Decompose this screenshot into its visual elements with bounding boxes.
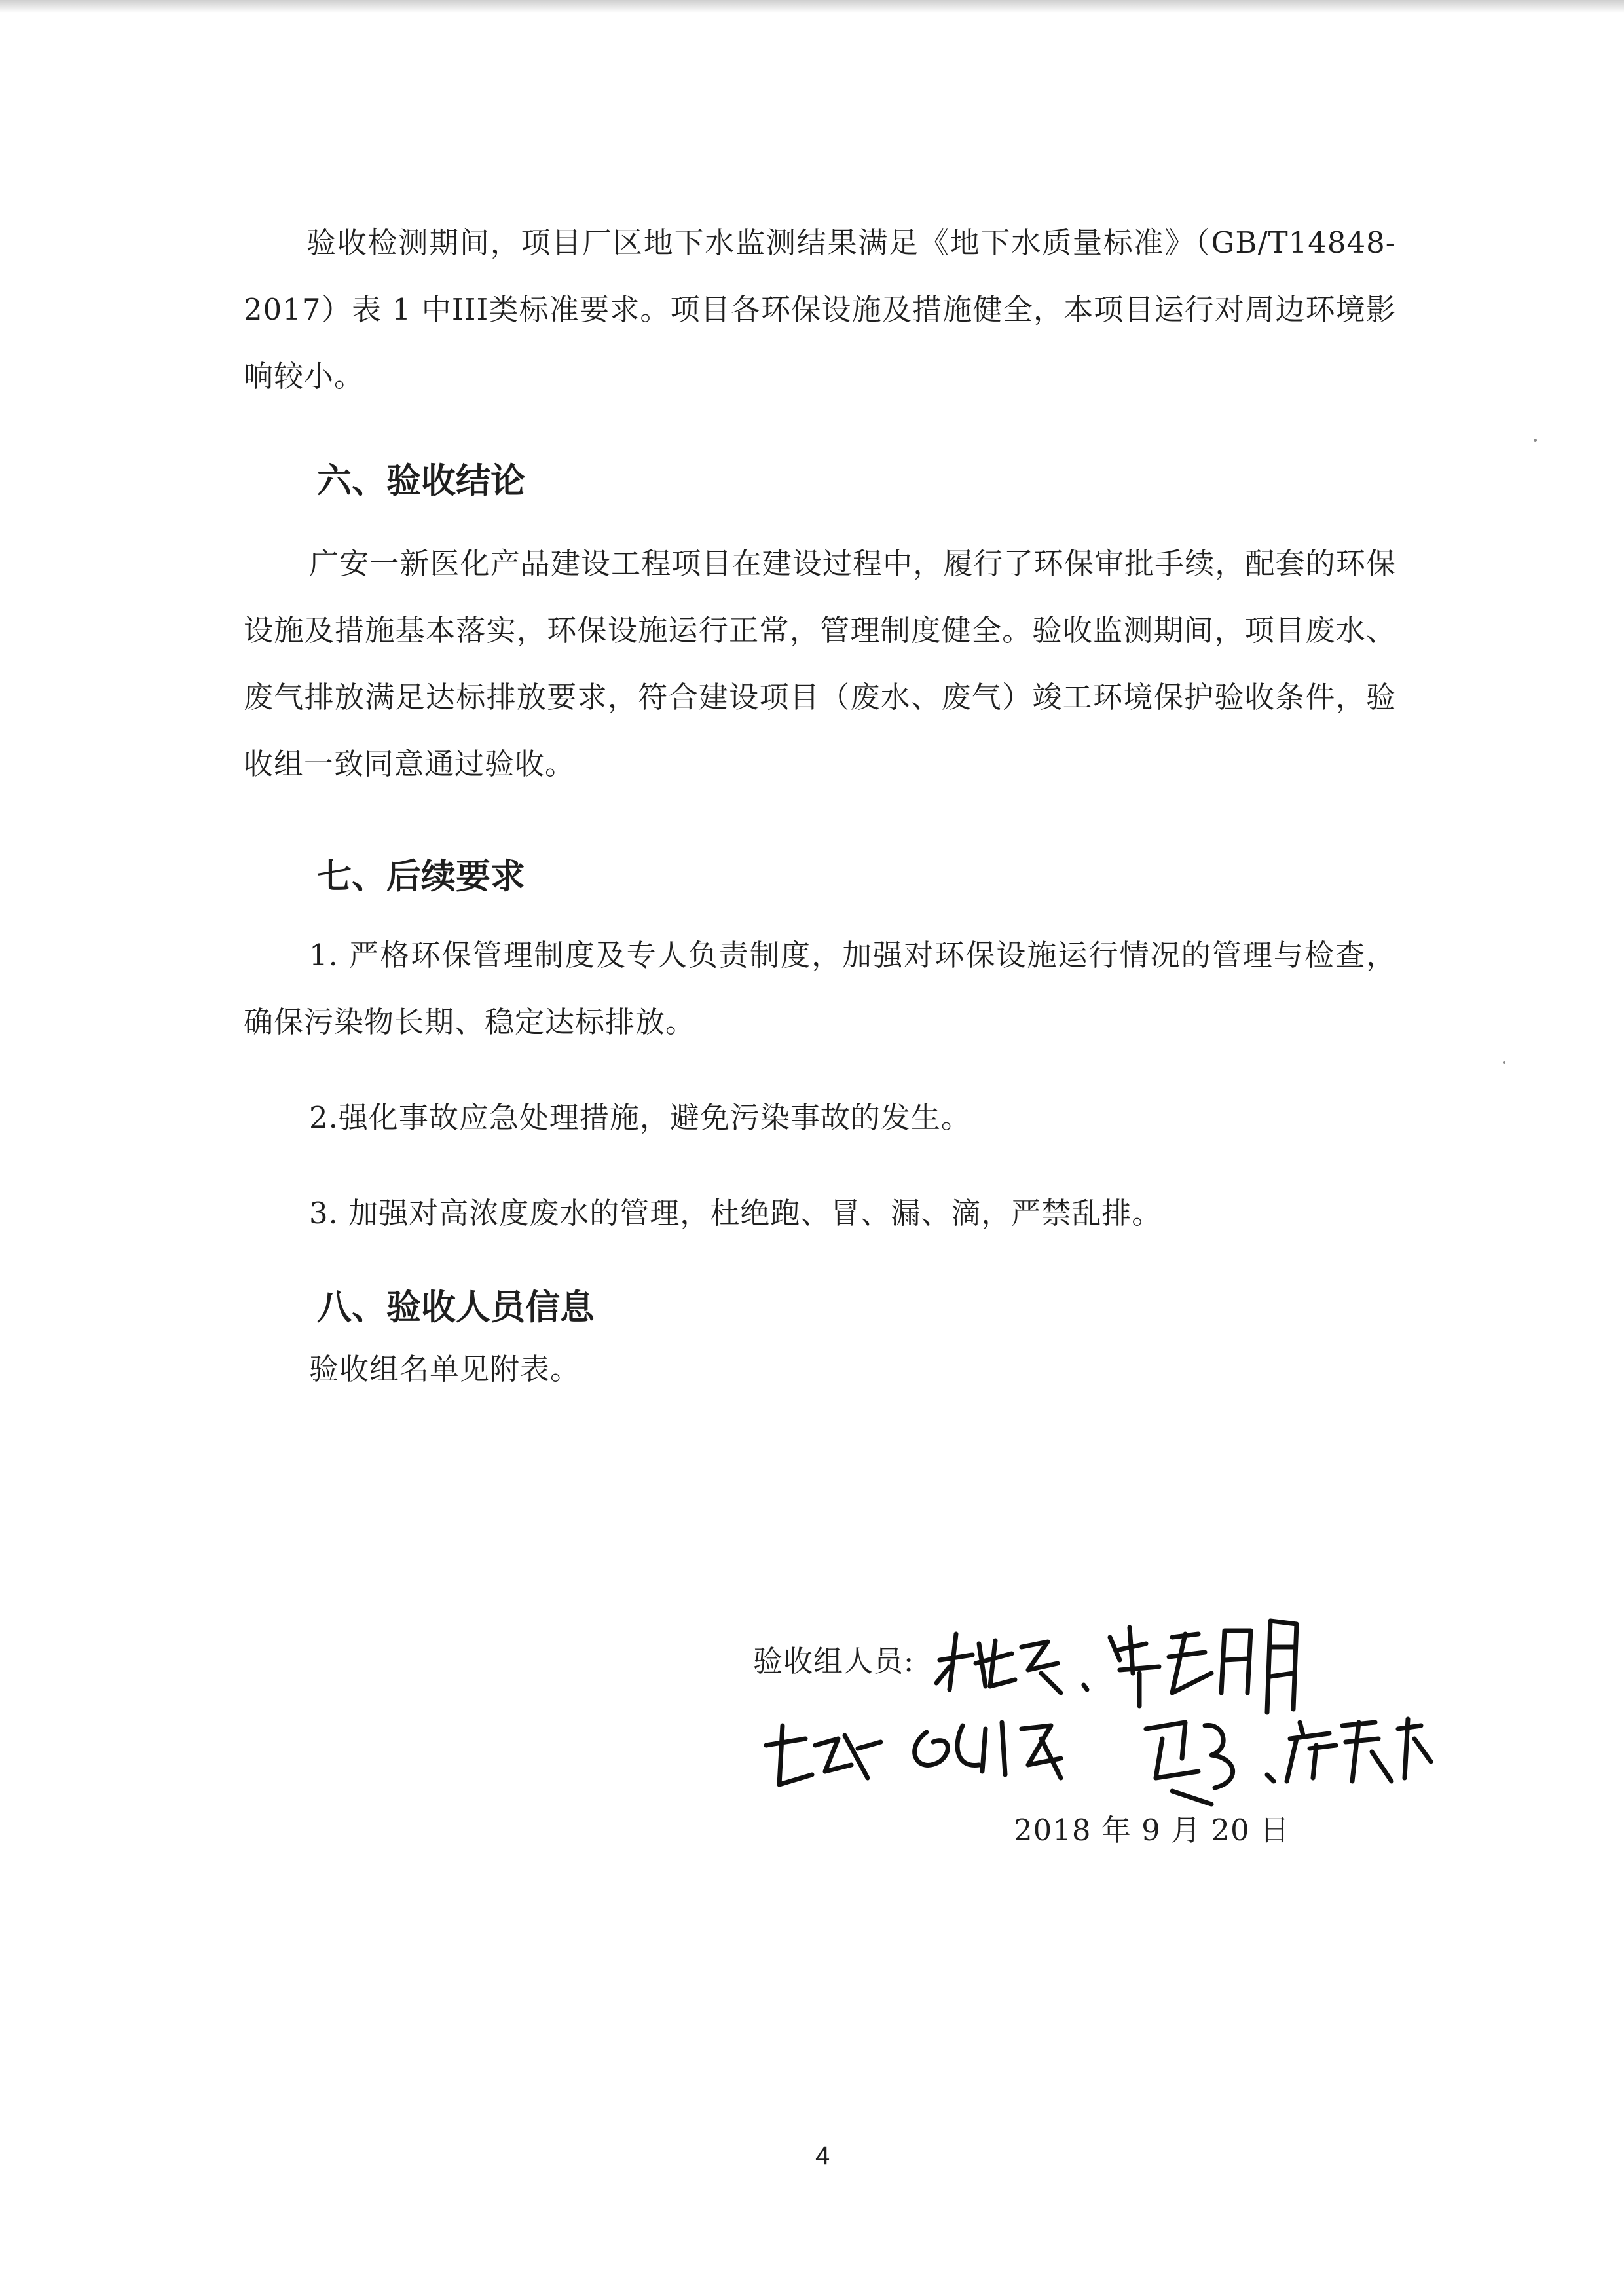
section-heading-conclusion: 六、验收结论 (317, 460, 525, 501)
personnel-paragraph: 验收组名单见附表。 (309, 1352, 581, 1386)
requirement-item-2: 2.强化事故应急处理措施，避免污染事故的发生。 (309, 1100, 971, 1135)
page-number: 4 (815, 2141, 830, 2170)
requirement-item-3: 3. 加强对高浓度废水的管理，杜绝跑、冒、漏、滴，严禁乱排。 (309, 1196, 1162, 1231)
section-heading-requirements: 七、后续要求 (317, 856, 525, 897)
conclusion-paragraph: 广安一新医化产品建设工程项目在建设过程中，履行了环保审批手续，配套的环保设施及措施基本落实，环保设施运行正常，管理制度健全。验收监测期间，项目废水、废气排放满足达标排放要求，符合建设项目（废水、废气）竣工环境保护验收条件，验收组一致同意通过验收。 (244, 546, 1396, 781)
signature-date: 2018 年 9 月 20 日 (1014, 1813, 1290, 1847)
scan-speck (1503, 1061, 1505, 1064)
document-body (244, 210, 1396, 1403)
signature-4 (915, 1722, 1061, 1778)
signature-2 (1110, 1621, 1297, 1713)
requirement-item-1: 1. 严格环保管理制度及专人负责制度，加强对环保设施运行情况的管理与检查，确保污染物长期、稳定达标排放。 (244, 938, 1396, 1039)
section-heading-personnel: 八、验收人员信息 (317, 1287, 595, 1327)
scan-top-edge (0, 0, 1624, 13)
signature-separator-dot (1084, 1685, 1087, 1690)
signature-3 (766, 1726, 881, 1785)
groundwater-paragraph: 验收检测期间，项目厂区地下水监测结果满足《地下水质量标准》（GB/T14848-2017）表 1 中III类标准要求。项目各环保设施及措施健全，本项目运行对周边环境影响较小。 (244, 225, 1396, 394)
signature-1 (936, 1634, 1061, 1693)
handwritten-signatures (753, 1608, 1434, 1830)
scan-speck (1534, 439, 1537, 442)
signature-6 (1287, 1719, 1431, 1781)
signature-separator-dot-2 (1267, 1775, 1274, 1781)
signature-5 (1146, 1722, 1233, 1804)
signature-label: 验收组人员: (753, 1644, 915, 1678)
